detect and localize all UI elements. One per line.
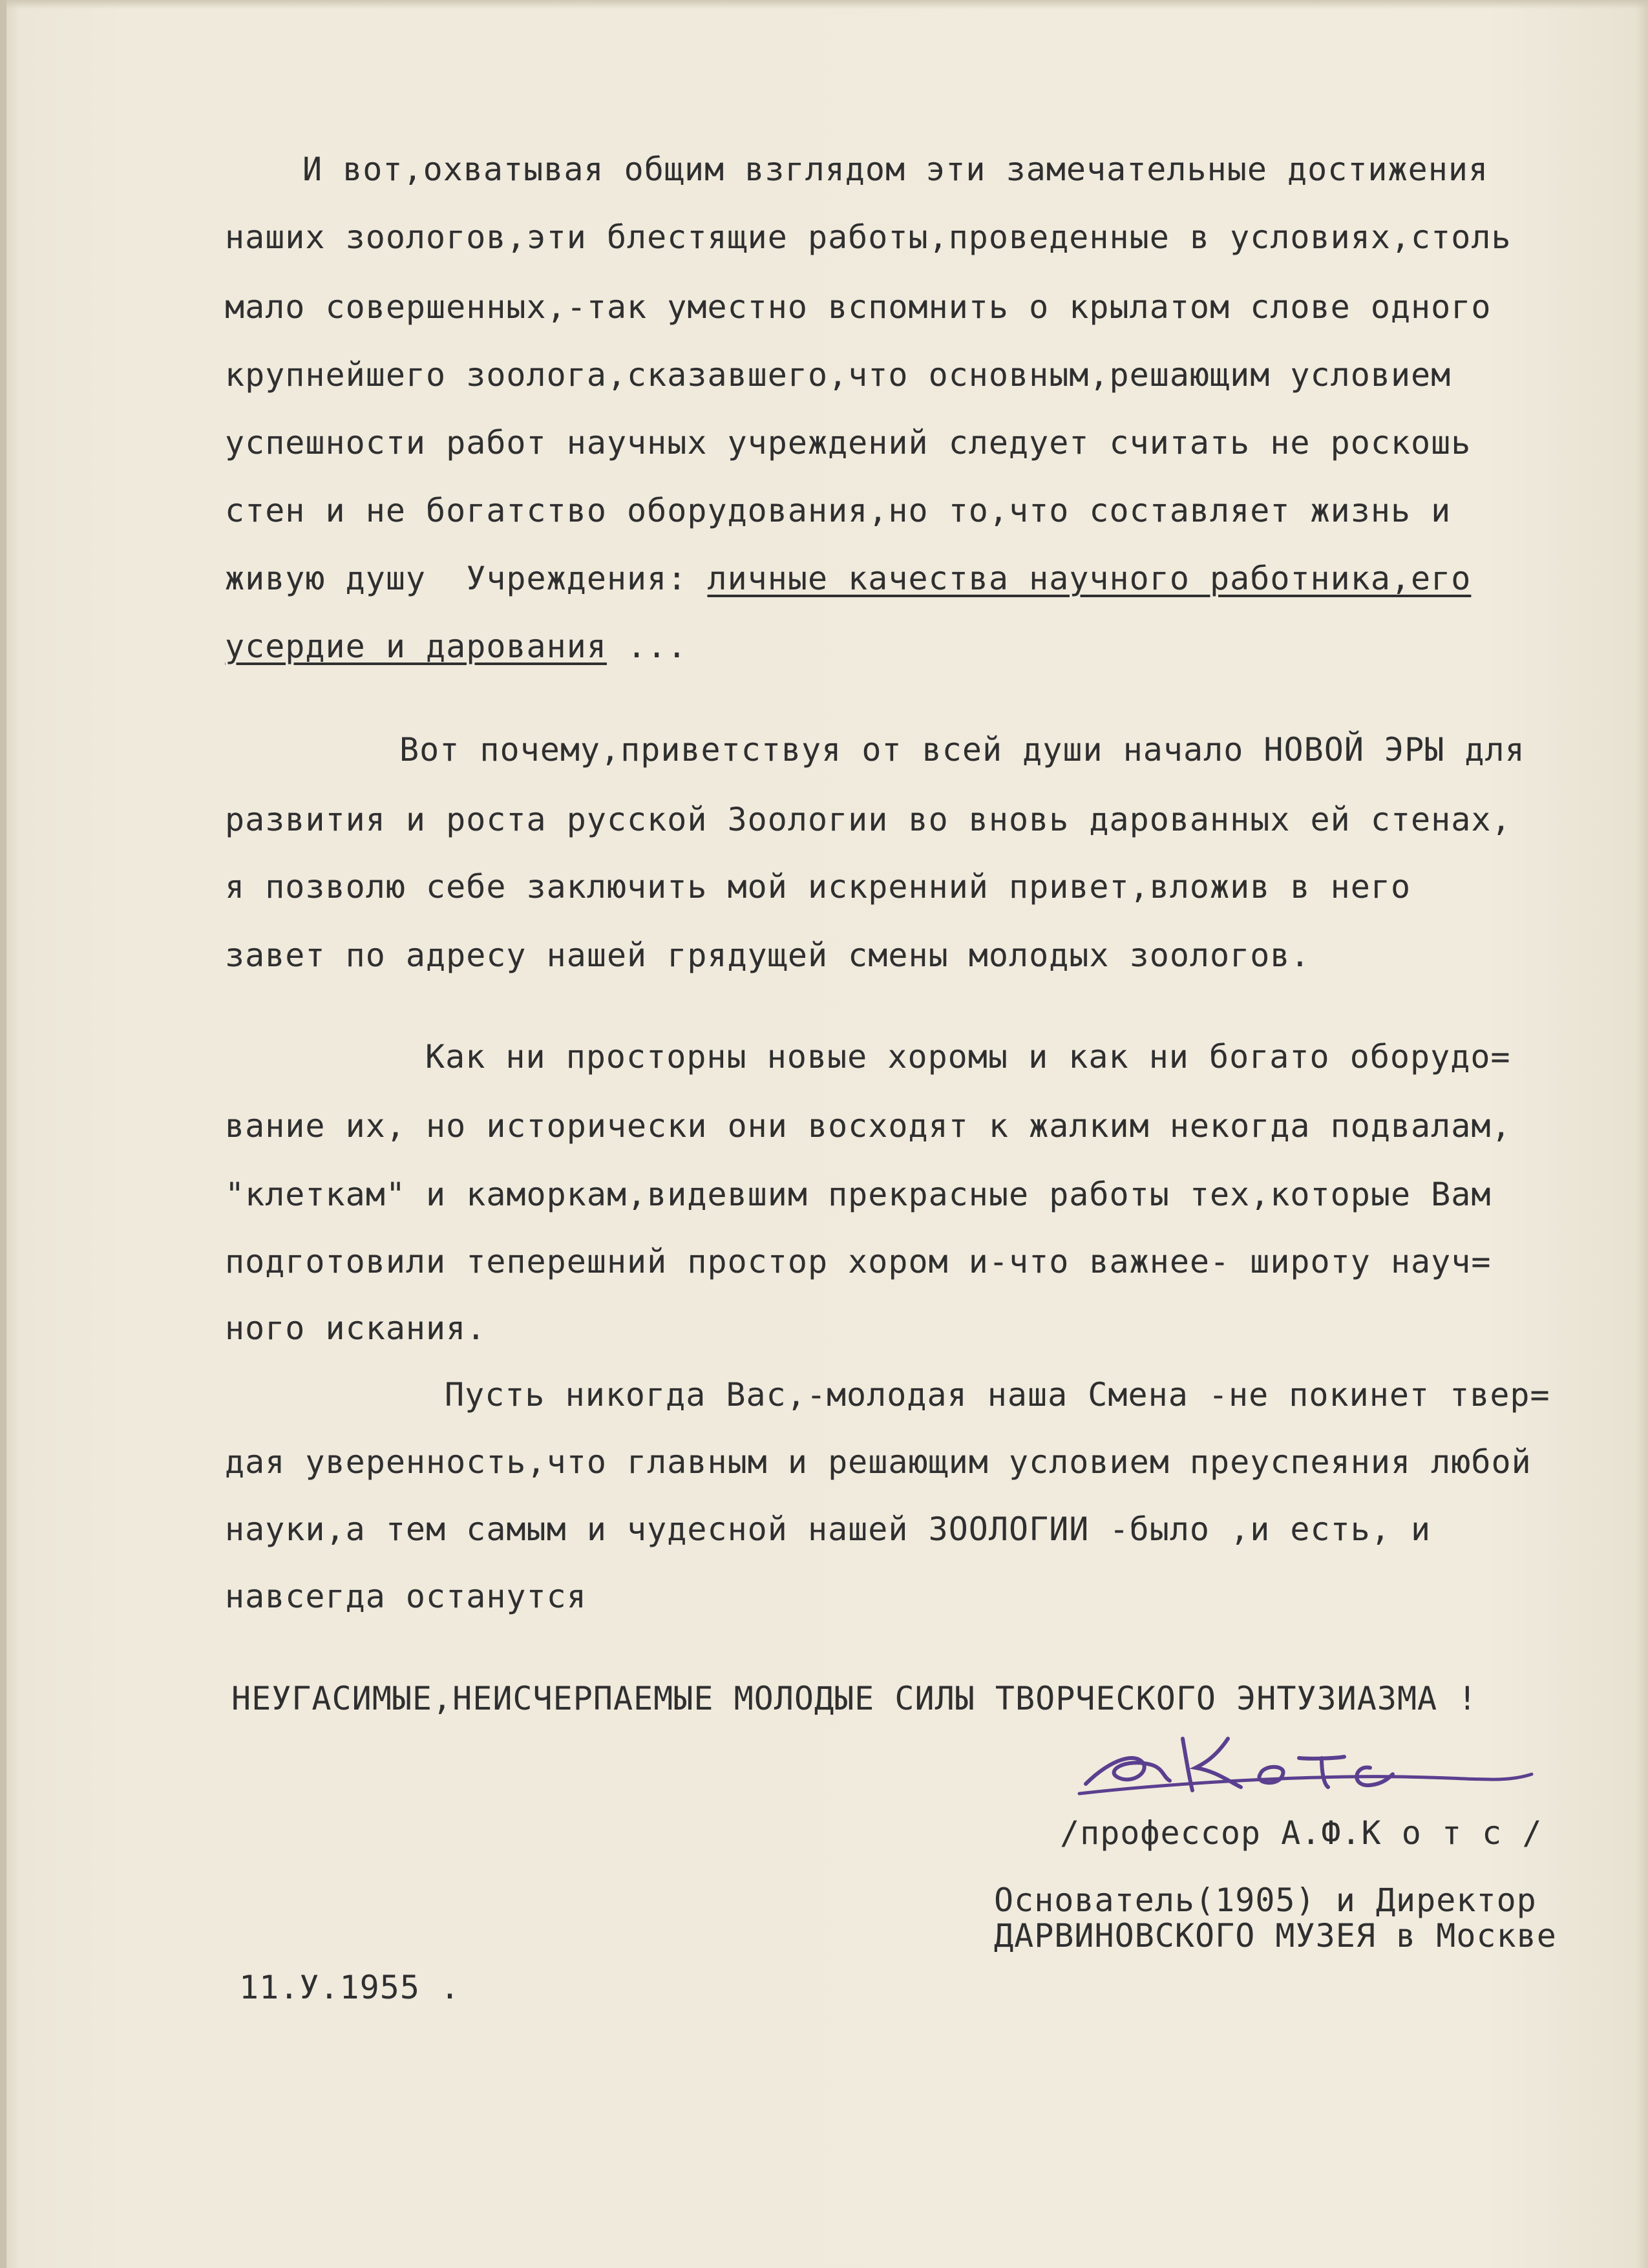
paragraph-2-line-4: завет по адресу нашей грядущей смены молодых зоологов. — [225, 937, 1311, 974]
paper-left-edge — [0, 0, 6, 2268]
paragraph-1-line-6: стен и не богатство оборудования,но то,что составляет жизнь и — [225, 492, 1452, 529]
signature-name: /профессор А.Ф.К о т с / — [1060, 1814, 1543, 1852]
paragraph-3-line-4: подготовили теперешний простор хором и-что важнее- широту науч= — [225, 1243, 1492, 1280]
paragraph-1-line-7 — [225, 559, 1471, 598]
paragraph-1-line-7-start: живую душу Учреждения: — [225, 560, 708, 597]
paragraph-4-line-3: науки,а тем самым и чудесной нашей ЗООЛОГИИ -было ,и есть, и — [225, 1510, 1431, 1548]
paragraph-4-line-4: навсегда останутся — [225, 1578, 587, 1615]
paragraph-2-line-3: я позволю себе заключить мой искренний привет,вложив в него — [225, 868, 1411, 906]
signature-title-line-2: ДАРВИНОВСКОГО МУЗЕЯ в Москве — [994, 1917, 1557, 1955]
signature-title-line-1: Основатель(1905) и Директор — [994, 1881, 1537, 1919]
paragraph-2-line-2: развития и роста русской Зоологии во вновь дарованных ей стенах, — [225, 801, 1512, 838]
paragraph-4-line-1: Пусть никогда Вас,-молодая наша Смена -не покинет твер= — [445, 1376, 1550, 1414]
paragraph-3-line-1: Как ни просторны новые хоромы и как ни богато оборудо= — [425, 1038, 1511, 1076]
paragraph-1-line-5: успешности работ научных учреждений следует считать не роскошь — [225, 424, 1472, 461]
paragraph-1-line-3: мало совершенных,-так уместно вспомнить о крылатом слове одного — [225, 288, 1492, 326]
paragraph-2-line-1: Вот почему,приветствуя от всей души начало НОВОЙ ЭРЫ для — [399, 731, 1525, 768]
paragraph-3-line-5: ного искания. — [225, 1309, 487, 1347]
paragraph-1-line-2: наших зоологов,эти блестящие работы,проведенные в условиях,столь — [225, 218, 1512, 256]
paragraph-1-line-4: крупнейшего зоолога,сказавшего,что основным,решающим условием — [225, 356, 1452, 394]
paragraph-1-line-8 — [225, 627, 687, 666]
paragraph-4-line-2: дая уверенность,что главным и решающим условием преуспеяния любой — [225, 1443, 1532, 1481]
underlined-phrase-part-2: усердие и дарования — [225, 628, 607, 665]
underlined-phrase-part-1: личные качества научного работника,его — [707, 560, 1472, 597]
document-date: 11.У.1955 . — [239, 1969, 461, 2006]
paragraph-1-line-1: И вот,охватывая общим взглядом эти замечательные достижения — [302, 151, 1489, 188]
paragraph-3-line-2: вание их, но исторически они восходят к жалким некогда подвалам, — [225, 1107, 1512, 1145]
paragraph-3-line-3: "клеткам" и каморкам,видевшим прекрасные работы тех,которые Вам — [225, 1176, 1492, 1213]
paper-top-edge — [0, 0, 1648, 9]
paragraph-1-line-8-end: ... — [606, 628, 688, 665]
handwritten-signature — [1066, 1713, 1583, 1803]
closing-line: НЕУГАСИМЫЕ,НЕИСЧЕРПАЕМЫЕ МОЛОДЫЕ СИЛЫ ТВОРЧЕСКОГО ЭНТУЗИАЗМА ! — [231, 1680, 1478, 1717]
